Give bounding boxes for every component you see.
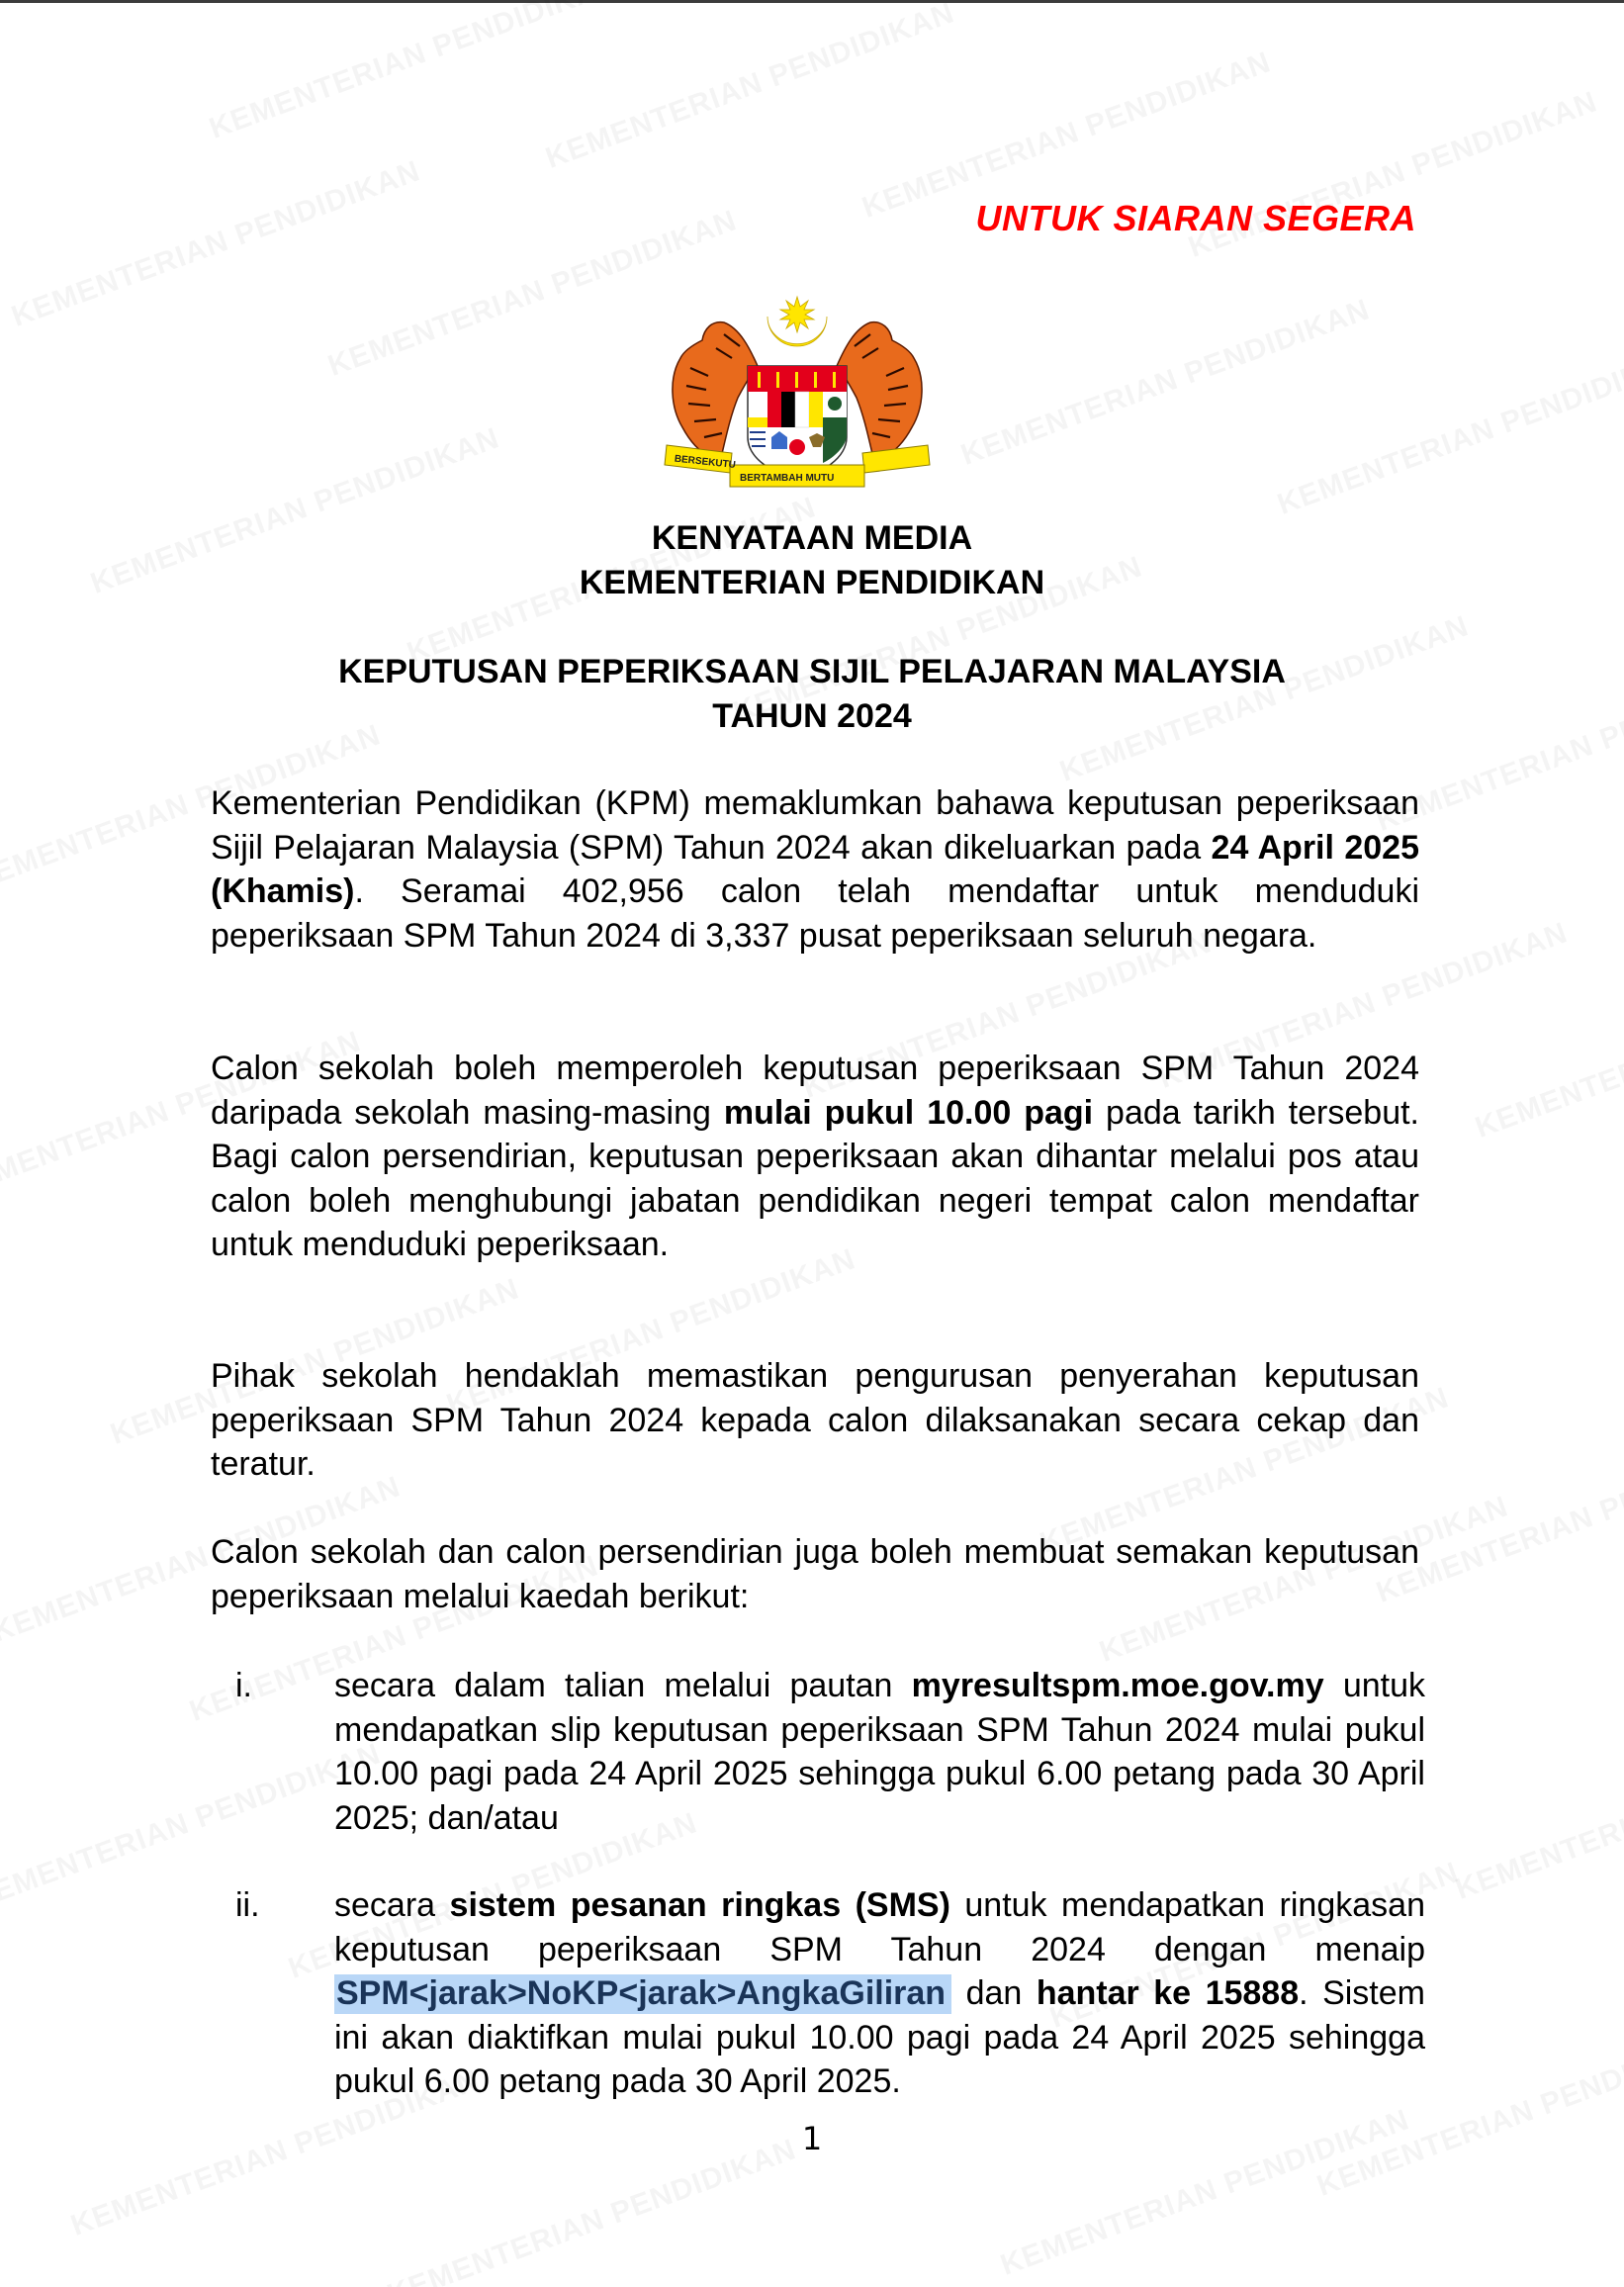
paragraph-text: pada tarikh tersebut. Bagi calon persendirian, keputusan peperiksaan akan dihantar melalui pos atau calon boleh menghubungi jabatan pendidikan negeri tempat calon mendaftar untuk menduduki peperiksaan. [211, 1093, 1419, 1264]
watermark-text [1451, 1727, 1624, 1906]
list-item-text [334, 1883, 1425, 2104]
paragraph-4: Calon sekolah dan calon persendirian juga boleh membuat semakan keputusan peperiksaan melalui kaedah berikut: [211, 1533, 1419, 1615]
heading-line-2: KEMENTERIAN PENDIDIKAN [579, 564, 1045, 601]
selected-sms-format-text[interactable]: SPM<jarak>NoKP<jarak>AngkaGiliran [334, 1974, 951, 2014]
list-text-segment: . Sistem ini akan diaktifkan mulai pukul 10.00 pagi pada 24 April 2025 sehingga pukul 6.00 petang pada 30 April 2025. [334, 1974, 1425, 2101]
paragraph-1 [211, 781, 1419, 958]
heading-line-1: KENYATAAN MEDIA [651, 519, 973, 557]
crest-motto-bottom: BERTAMBAH MUTU [740, 473, 835, 484]
release-flag: UNTUK SIARAN SEGERA [975, 198, 1416, 238]
paragraph-text: . Seramai 402,956 calon telah mendaftar untuk menduduki peperiksaan SPM Tahun 2024 di 3,337 pusat peperiksaan seluruh negara. [211, 872, 1419, 955]
watermark-text [956, 293, 1374, 472]
title-line-1: KEPUTUSAN PEPERIKSAAN SIJIL PELAJARAN MALAYSIA [338, 653, 1286, 690]
list-text-segment: untuk mendapatkan slip keputusan peperiksaan SPM Tahun 2024 mulai pukul 10.00 pagi pada 24 April 2025 sehingga pukul 6.00 petang pada 30 April 2025; dan/atau [334, 1667, 1426, 1837]
release-time-bold: mulai pukul 10.00 pagi [723, 1093, 1094, 1132]
paragraph-text: Kementerian Pendidikan (KPM) memaklumkan bahawa keputusan peperiksaan Sijil Pelajaran Malaysia (SPM) Tahun 2024 akan dikeluarkan pada [211, 784, 1419, 867]
watermark-text [1273, 342, 1624, 521]
list-text-segment: secara [334, 1886, 450, 1924]
crest-motto-left: BERSEKUTU [674, 453, 737, 471]
sms-bold: sistem pesanan ringkas (SMS) [449, 1886, 950, 1924]
list-marker: ii. [235, 1886, 260, 1924]
list-item-text [334, 1664, 1425, 1840]
sms-number-bold: hantar ke 15888 [1036, 1974, 1300, 2013]
watermark-text [541, 0, 958, 176]
coat-of-arms-icon [661, 289, 934, 492]
list-marker: i. [235, 1667, 252, 1704]
list-text-segment: secara dalam talian melalui pautan [334, 1667, 912, 1704]
watermark-text [0, 1737, 386, 1916]
watermark-text [1471, 965, 1624, 1144]
release-date-bold: 24 April 2025 (Khamis) [211, 828, 1419, 911]
page-top-border [0, 0, 1624, 3]
page-number: 1 [801, 2120, 823, 2157]
watermark-text [7, 154, 424, 333]
paragraph-text: Calon sekolah boleh memperoleh keputusan peperiksaan SPM Tahun 2024 daripada sekolah masing-masing [211, 1050, 1419, 1132]
paragraph-2 [211, 1047, 1419, 1267]
paragraph-3: Pihak sekolah hendaklah memastikan pengurusan penyerahan keputusan peperiksaan SPM Tahun 2024 kepada calon dilaksanakan secara cekap dan teratur. [211, 1357, 1419, 1484]
results-website-link[interactable]: myresultspm.moe.gov.my [911, 1667, 1324, 1704]
watermark-text [205, 0, 622, 146]
list-text-segment: dan [951, 1974, 1037, 2013]
title-line-2: TAHUN 2024 [712, 697, 912, 735]
list-text-segment: untuk mendapatkan ringkasan keputusan peperiksaan SPM Tahun 2024 dengan menaip [334, 1886, 1425, 1968]
